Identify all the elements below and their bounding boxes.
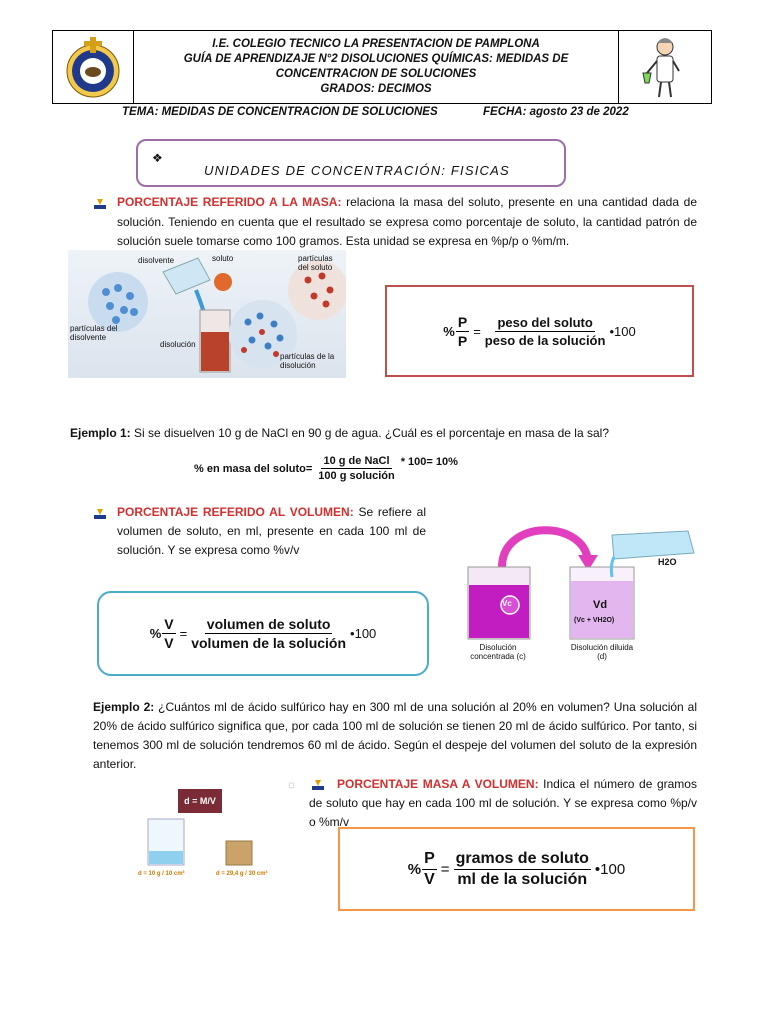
header-title-cell [134, 31, 618, 103]
example1-text: Si se disuelven 10 g de NaCl en 90 g de agua. ¿Cuál es el porcentaje en masa de la sal? [130, 426, 609, 440]
formula1-main-fraction [485, 315, 606, 348]
calc-fraction [318, 455, 394, 482]
formula3-unit-den: V [424, 870, 435, 888]
section3-title: PORCENTAJE MASA A VOLUMEN: [337, 777, 539, 791]
example2-label: Ejemplo 2: [93, 700, 155, 714]
formula3-den: ml de la solución [457, 870, 588, 888]
formula1-unit-fraction [456, 314, 469, 349]
calc-num: 10 g de NaCl [323, 455, 390, 467]
left-density-calc: d = 10 g / 10 cm³ [138, 871, 185, 877]
concentrated-caption: Disolución concentrada (c) [470, 643, 526, 661]
formula1-equals: = [473, 323, 481, 339]
fecha-label: FECHA: agosto 23 de 2022 [483, 106, 629, 118]
formula1-den: peso de la solución [484, 332, 606, 348]
calc-den: 100 g solución [318, 470, 395, 482]
mass-volume-formula-box [338, 827, 695, 911]
calc-left: % en masa del soluto= [194, 462, 313, 475]
section2-text: Se refiere al volumen de soluto, en ml, presente en cada 100 ml de solución. Y se expresa como %v/v [117, 505, 426, 557]
label-particulas-soluto: partículas del soluto [298, 254, 333, 272]
label-disolvente: disolvente [138, 256, 175, 265]
volume-percent-formula-box [97, 591, 429, 676]
section3-text: Indica el número de gramos de soluto que hay en cada 100 ml de solución. Y se expresa como %p/v o %m/v [309, 777, 697, 829]
guide-subtitle: CONCENTRACION DE SOLUCIONES [275, 68, 477, 80]
grade-label: GRADOS: DECIMOS [320, 83, 432, 95]
example1-paragraph [70, 426, 609, 440]
formula2-times: •100 [350, 626, 377, 641]
formula3-times: •100 [594, 860, 626, 878]
section1-title: PORCENTAJE REFERIDO A LA MASA: [117, 195, 342, 209]
formula3-unit-fraction [422, 850, 437, 889]
section2-paragraph [117, 503, 426, 560]
formula3-main-fraction [454, 850, 591, 889]
arrow-bullet-icon [94, 509, 106, 520]
guide-title: GUÍA DE APRENDIZAJE N°2 DISOLUCIONES QUÍMICAS: MEDIDAS DE [183, 53, 569, 65]
formula2-unit-den: V [164, 635, 174, 651]
formula3-equals: = [440, 860, 450, 878]
formula2-den: volumen de la solución [191, 635, 347, 651]
formula1-num: peso del soluto [497, 314, 593, 330]
formula1-unit-num: P [457, 313, 468, 330]
h2o-label: H2O [658, 557, 677, 567]
formula1-unit-den: P [457, 332, 468, 349]
section1-paragraph [117, 193, 697, 252]
section2-title: PORCENTAJE REFERIDO AL VOLUMEN: [117, 505, 354, 519]
formula3-unit-num: P [422, 850, 437, 870]
formula3-prefix: % [407, 860, 422, 878]
dilution-illustration [462, 525, 702, 685]
calc-right: * 100= 10% [400, 455, 458, 468]
formula1-times: •100 [609, 323, 636, 339]
decorative-mark-icon: ☼ [286, 777, 297, 791]
density-formula-badge: d = M/V [178, 789, 222, 813]
tema-label: TEMA: MEDIDAS DE CONCENTRACION DE SOLUCIONES [122, 106, 438, 118]
label-particulas-disolvente: partículas del disolvente [70, 324, 118, 342]
school-logo-cell [53, 31, 134, 103]
formula2-main-fraction [191, 616, 346, 651]
mass-percent-formula-box [385, 285, 694, 377]
formula2-num: volumen de soluto [206, 616, 331, 632]
diluted-caption: Disolución diluida (d) [570, 643, 634, 661]
unit-title: UNIDADES DE CONCENTRACIÓN: FISICAS [204, 163, 510, 178]
vc-label: Vc [502, 599, 512, 608]
example2-paragraph [93, 698, 697, 774]
example1-label: Ejemplo 1: [70, 426, 131, 440]
dilution-diagram [462, 525, 702, 685]
formula2-unit-fraction [162, 616, 175, 651]
label-soluto: soluto [212, 254, 234, 263]
label-particulas-disolucion: partículas de la disolución [280, 352, 335, 370]
vd-sub-label: (Vc + VH2O) [574, 617, 615, 624]
formula2-equals: = [179, 626, 188, 641]
scientist-icon [619, 31, 711, 103]
school-crest-icon [53, 31, 133, 103]
header-table [52, 30, 712, 104]
formula3-num: gramos de soluto [454, 850, 591, 870]
example2-text: ¿Cuántos ml de ácido sulfúrico hay en 300 ml de una solución al 20% en volumen? Una solución al 20% de ácido sulfúrico significa que, por cada 100 ml de solución se tienen 20 ml de ácido sulfúrico. Por tanto, si tenemos 300 ml de solución tendremos 60 ml de ácido. Según el despeje del volumen del soluto de la expresión anterior. [93, 700, 697, 771]
unit-title-box [136, 139, 566, 187]
formula2-prefix: % [149, 626, 162, 641]
label-disolucion: disolución [160, 340, 196, 349]
scientist-cell [618, 31, 711, 103]
vd-label: Vd [593, 599, 608, 611]
example1-calculation [194, 455, 458, 482]
right-density-calc: d = 29,4 g / 30 cm³ [216, 871, 268, 877]
solution-diagram [68, 250, 346, 378]
density-diagram [112, 779, 296, 887]
diamond-bullet-icon: ❖ [152, 151, 163, 165]
school-name: I.E. COLEGIO TECNICO LA PRESENTACION DE PAMPLONA [212, 38, 540, 50]
formula1-prefix: % [443, 323, 455, 339]
section1-text: relaciona la masa del soluto, presente en una cantidad dada de solución. Teniendo en cuenta que el resultado se expresa como porcentaje de soluto, la cantidad patrón de solución suele tomarse como 100 gramos. Esta unidad se expresa en %p/p o %m/m. [117, 195, 698, 248]
arrow-bullet-icon [94, 199, 106, 210]
section3-paragraph [309, 775, 697, 832]
formula2-unit-num: V [164, 616, 174, 632]
